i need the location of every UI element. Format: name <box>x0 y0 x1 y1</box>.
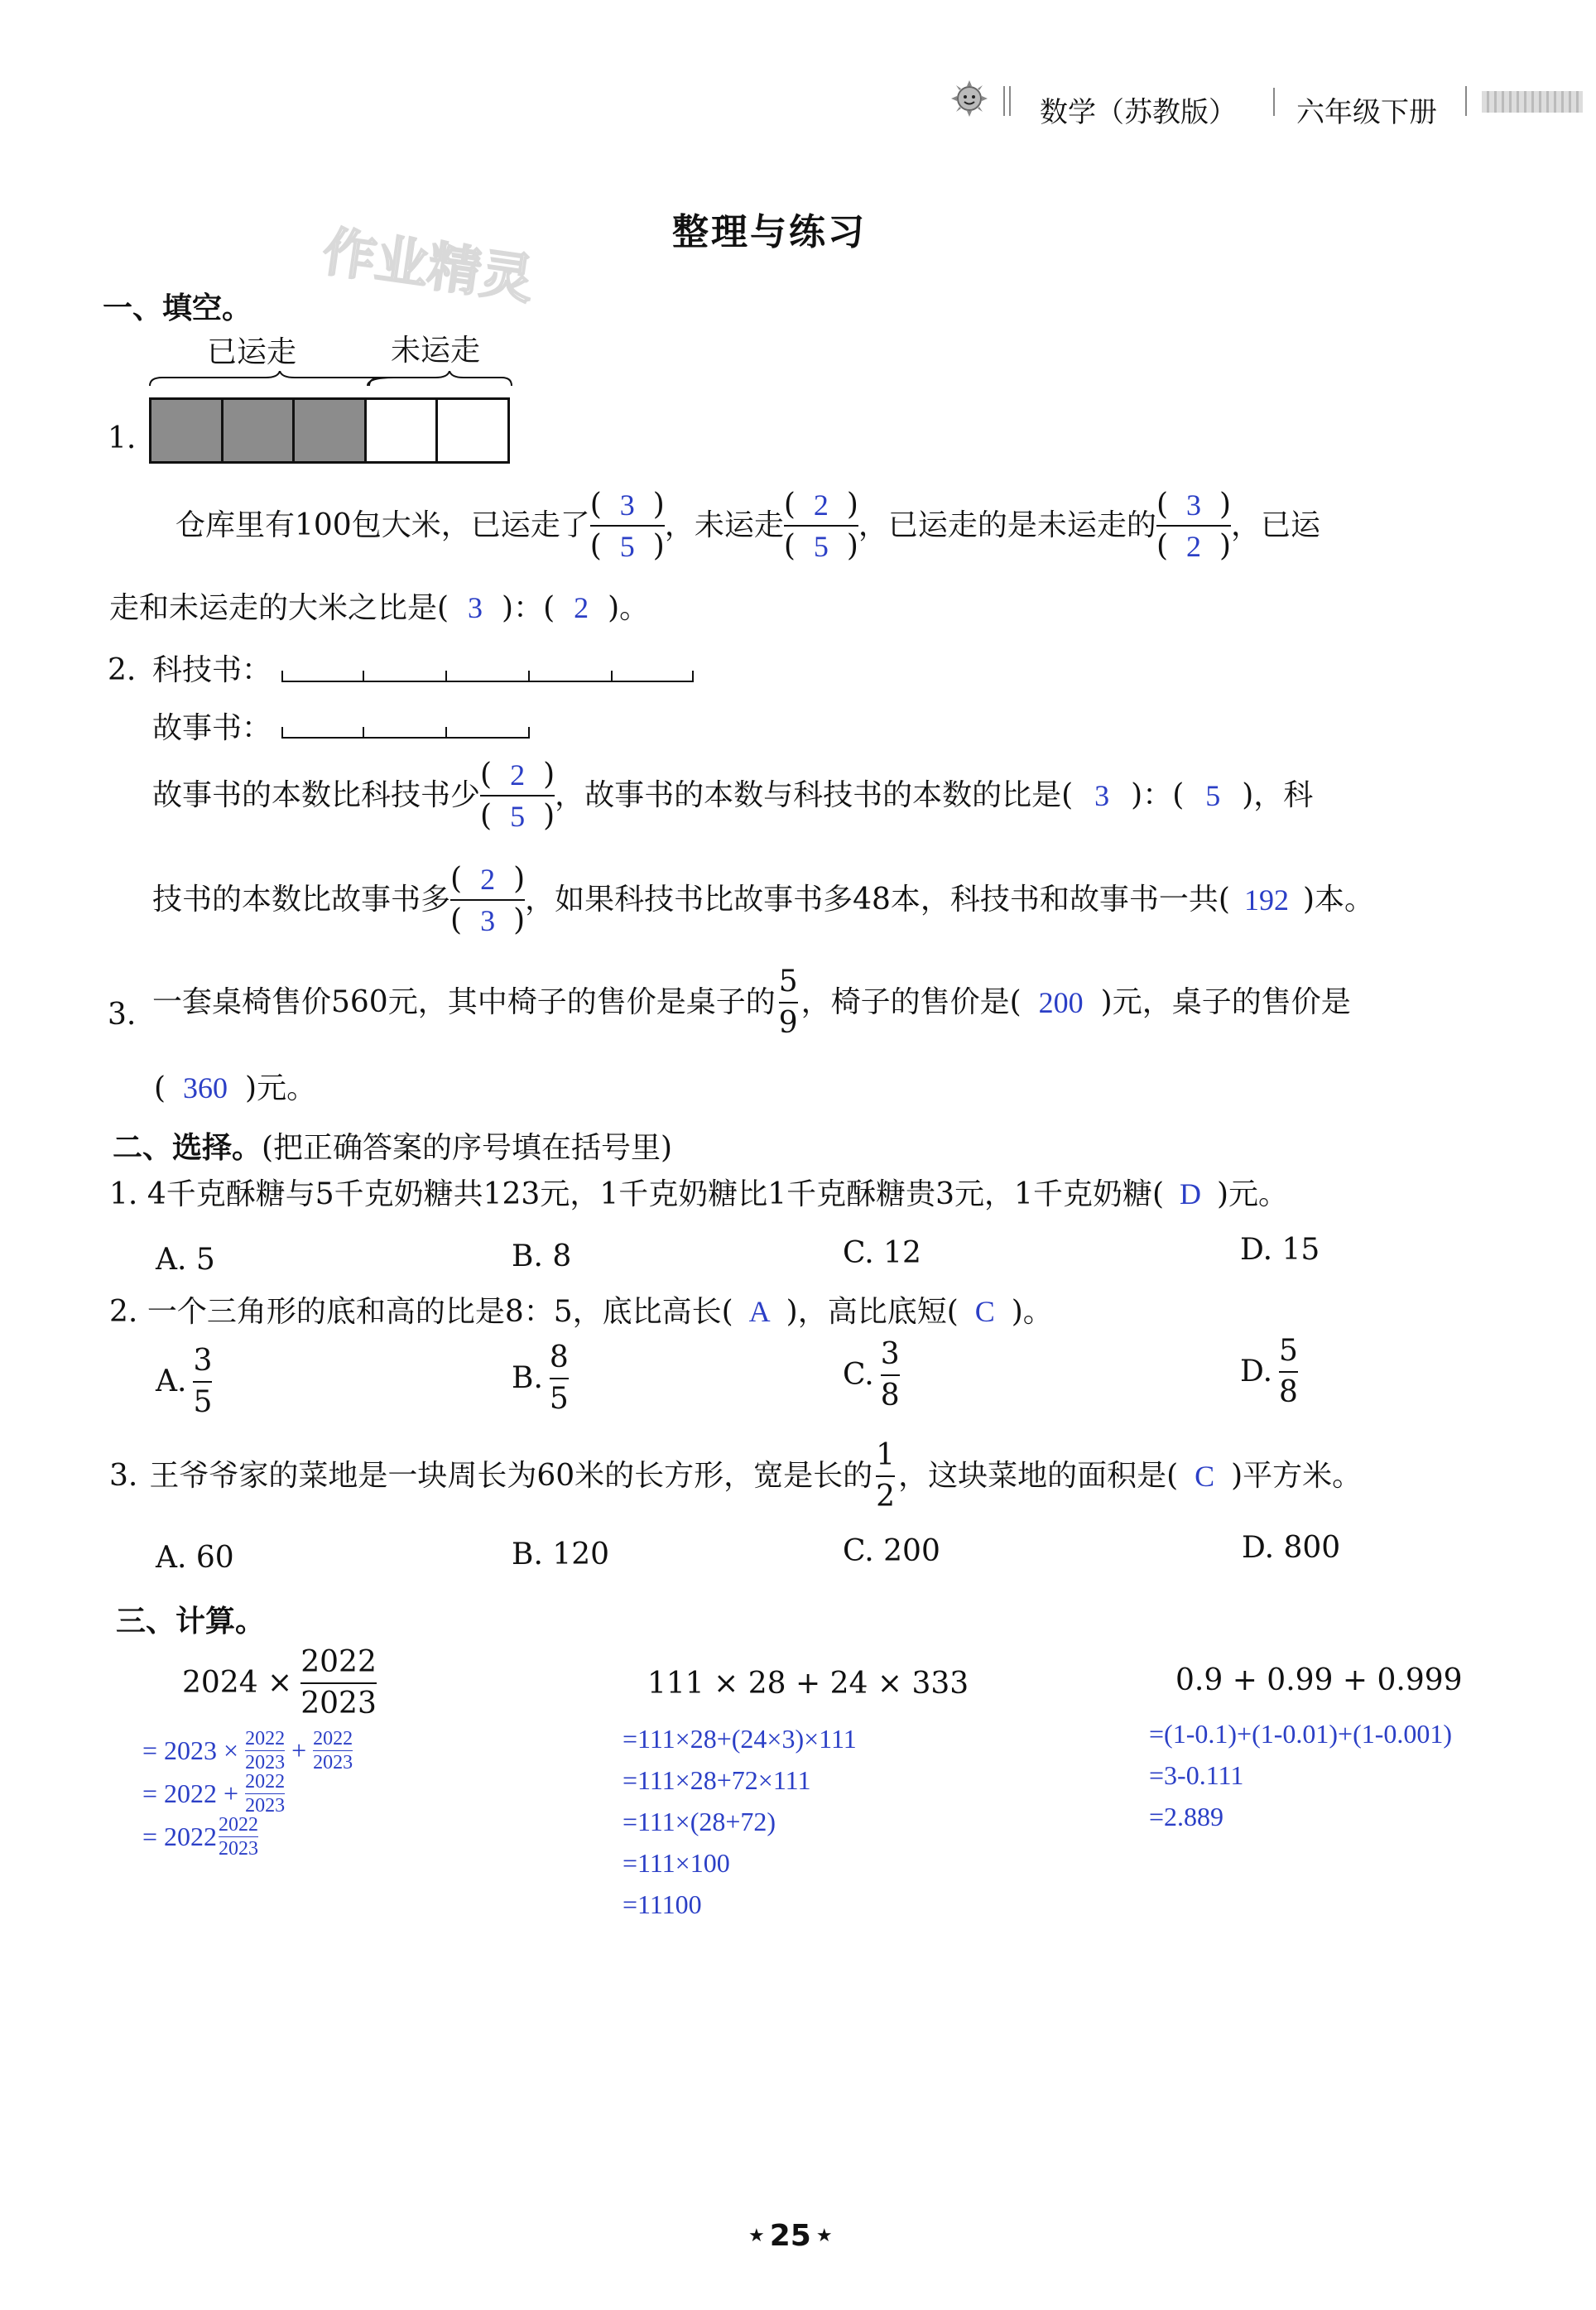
option-den: 5 <box>193 1385 213 1419</box>
q2-answer-fraction-1: ( 2 ) ( 5 ) <box>480 758 555 833</box>
calc1-step2-lead: = 2022 + <box>142 1778 239 1808</box>
s2-q1-option-a: A. 5 <box>156 1243 215 1277</box>
calc3-step: =3-0.111 <box>1149 1760 1244 1790</box>
header-ornament <box>1482 91 1583 113</box>
q2-tape-story <box>281 724 530 739</box>
q3-text-a: 一套桌椅售价560元，其中椅子的售价是桌子的 <box>152 985 776 1019</box>
calc1-step1-num2: 2022 <box>313 1728 353 1749</box>
s2-q1-option-b: B. 8 <box>512 1239 572 1273</box>
header-logo <box>950 79 988 118</box>
page-number-value: 25 <box>769 2219 811 2253</box>
s2-q1-ans: D <box>1180 1177 1201 1210</box>
q3-line2 <box>154 1073 316 1104</box>
calc1-frac-num: 2022 <box>300 1645 377 1679</box>
q2-ans1-den: 5 <box>510 800 526 833</box>
bar-segment-not-carried <box>438 400 507 461</box>
q1-ans2-num: 2 <box>813 488 829 522</box>
q1-ans3-num: 3 <box>1185 488 1201 522</box>
s2-q2-option-c <box>843 1337 900 1412</box>
s2-q3-ans: C <box>1195 1460 1215 1493</box>
section3-heading: 三、计算。 <box>116 1605 266 1639</box>
option-den: 8 <box>1279 1375 1298 1409</box>
q1-number: 1. <box>108 421 137 455</box>
option-letter: C. <box>843 1358 874 1392</box>
page-title: 整理与练习 <box>672 211 867 253</box>
option-den: 5 <box>549 1382 569 1416</box>
q3-number: 3. <box>108 998 137 1032</box>
header-divider-left2 <box>1009 86 1011 116</box>
s2-q1-number: 1. <box>109 1177 138 1211</box>
calc2-step: =11100 <box>623 1889 702 1919</box>
s2-q1-option-c: C. 12 <box>843 1236 921 1270</box>
s2-q3-line <box>109 1438 1363 1514</box>
bar-segment-carried <box>151 400 224 461</box>
q2-tape-sci <box>281 667 694 682</box>
q1-ans1-num: 3 <box>619 488 635 522</box>
calc1-step1-num1: 2022 <box>245 1728 286 1749</box>
calc1-expression <box>182 1645 377 1720</box>
q1-ans5: 2 <box>574 591 589 624</box>
s2-q3-text-b: ，这块菜地的面积是( <box>898 1459 1179 1493</box>
calc1-step1-den1: 2023 <box>245 1752 286 1773</box>
header-divider-mid <box>1273 88 1275 116</box>
q2-number: 2. <box>108 653 137 687</box>
q2-label-sci: 科技书： <box>152 653 272 687</box>
bar-segment-carried <box>295 400 367 461</box>
q3-ans2: 360 <box>183 1071 228 1104</box>
q1-label-not-carried: 未运走 <box>391 334 481 368</box>
q3-text-b: ，椅子的售价是( <box>800 985 1022 1019</box>
q1-text-e: 走和未运走的大米之比是( <box>109 591 449 625</box>
s2-q2-ans2: C <box>974 1295 995 1328</box>
s2-q3-text-a: 王爷爷家的菜地是一块周长为60米的长方形，宽是长的 <box>149 1459 873 1493</box>
q2-answer-fraction-2: ( 2 ) ( 3 ) <box>450 862 526 937</box>
q1-text-d: ，已运 <box>1231 508 1321 542</box>
bar-segment-not-carried <box>367 400 439 461</box>
option-num: 3 <box>880 1337 900 1371</box>
q1-text-a: 仓库里有100包大米，已运走了 <box>175 508 590 542</box>
option-letter: A. <box>156 1364 187 1398</box>
q2-ans4-num: 2 <box>480 863 496 896</box>
q3-frac-den: 9 <box>778 1006 798 1040</box>
option-letter: B. <box>512 1361 543 1395</box>
q3-text-e: )元。 <box>245 1071 317 1105</box>
q1-ans4: 3 <box>468 591 483 624</box>
s2-q3-option-d: D. 800 <box>1242 1531 1341 1565</box>
q2-ans2: 3 <box>1094 779 1110 812</box>
q1-line2 <box>109 593 649 623</box>
s2-q1-line <box>109 1179 1288 1210</box>
q2-line2 <box>152 864 1374 936</box>
option-num: 8 <box>549 1340 569 1374</box>
q2-ans1-num: 2 <box>510 758 526 792</box>
calc1-step1 <box>142 1729 353 1773</box>
q2-text-d: )，科 <box>1242 778 1314 812</box>
calc2-step: =111×28+72×111 <box>623 1765 811 1795</box>
header-grade: 六年级下册 <box>1296 96 1437 129</box>
s2-q2-text-c: )。 <box>1011 1295 1053 1329</box>
s2-q3-option-b: B. 120 <box>512 1538 610 1571</box>
q3-frac-num: 5 <box>778 965 798 999</box>
bar-segment-carried <box>224 400 296 461</box>
star-icon: ★ <box>815 2226 833 2246</box>
q2-text-f: ，如果科技书比故事书多48本，科技书和故事书一共( <box>525 883 1230 917</box>
s2-q2-text-a: 一个三角形的底和高的比是8：5，底比高长( <box>147 1295 733 1329</box>
calc1-step1-lead: = 2023 × <box>142 1735 239 1765</box>
q1-text-b: ，未运走 <box>664 508 784 542</box>
s2-q3-option-c: C. 200 <box>843 1534 940 1568</box>
q1-line1 <box>175 490 1320 561</box>
calc2-step: =111×100 <box>623 1848 730 1878</box>
q1-text-f: )：( <box>502 591 555 625</box>
calc3-step: =2.889 <box>1149 1802 1224 1831</box>
q2-text-b: ，故事书的本数与科技书的本数的比是( <box>555 778 1074 812</box>
calc1-step2-num: 2022 <box>245 1771 286 1793</box>
q3-text-c: )元，桌子的售价是 <box>1100 985 1351 1019</box>
calc2-step: =111×(28+72) <box>623 1807 776 1836</box>
s2-q3-number: 3. <box>109 1459 138 1493</box>
s2-q3-fraction <box>876 1438 896 1514</box>
calc1-step1-plus: + <box>291 1735 307 1765</box>
watermark: 作业精灵 <box>319 221 538 312</box>
option-letter: D. <box>1240 1355 1273 1388</box>
calc1-step3 <box>142 1815 258 1859</box>
s2-q1-text-b: )元。 <box>1217 1177 1289 1211</box>
section1-heading: 一、填空。 <box>103 291 252 325</box>
q3-line1 <box>152 967 1351 1038</box>
sun-face-icon <box>950 79 988 118</box>
q2-ans4-den: 3 <box>480 904 496 937</box>
q1-text-g: )。 <box>608 591 650 625</box>
s2-q2-text-b: )，高比底短( <box>786 1295 959 1329</box>
q2-text-g: )本。 <box>1302 883 1375 917</box>
calc1-lead: 2024 × <box>182 1666 293 1700</box>
q3-fraction <box>779 967 798 1038</box>
s2-q2-option-a <box>156 1346 212 1417</box>
q1-ans2-den: 5 <box>813 530 829 563</box>
calc1-step2 <box>142 1772 285 1816</box>
option-num: 5 <box>1279 1334 1298 1368</box>
header-subject: 数学（苏教版） <box>1040 96 1237 129</box>
q2-text-c: )：( <box>1131 778 1185 812</box>
header-divider-left <box>1003 86 1005 116</box>
s2-q2-ans1: A <box>748 1295 771 1328</box>
s2-q2-option-b <box>512 1340 569 1416</box>
q1-answer-fraction-3: ( 3 ) ( 2 ) <box>1156 488 1232 563</box>
q1-ans3-den: 2 <box>1185 530 1201 563</box>
q1-label-carried: 已运走 <box>207 335 297 369</box>
s2-q3-text-c: )平方米。 <box>1231 1459 1363 1493</box>
q3-text-d: ( <box>154 1071 166 1105</box>
q1-rice-bar <box>149 397 510 464</box>
q2-line1 <box>152 760 1313 831</box>
s2-q2-number: 2. <box>109 1295 138 1329</box>
calc3-step: =(1-0.1)+(1-0.01)+(1-0.001) <box>1149 1719 1453 1749</box>
q2-ans5: 192 <box>1243 883 1289 917</box>
option-num: 3 <box>193 1344 213 1378</box>
s2-q2-option-d <box>1240 1336 1298 1408</box>
q2-text-e: 技书的本数比故事书多 <box>152 883 451 917</box>
calc1-frac-den: 2023 <box>300 1687 377 1720</box>
section2-heading-row <box>113 1124 672 1167</box>
section2-heading-note: (把正确答案的序号填在括号里) <box>262 1131 673 1165</box>
section2-heading: 二、选择。 <box>113 1131 262 1165</box>
calc1-step3-den: 2023 <box>219 1838 259 1860</box>
s2-q3-frac-num: 1 <box>876 1438 896 1472</box>
q1-answer-fraction-2: ( 2 ) ( 5 ) <box>783 488 858 563</box>
calc1-step3-lead: = 2022 <box>142 1822 218 1851</box>
q2-label-story: 故事书： <box>152 711 272 745</box>
calc2-step: =111×28+(24×3)×111 <box>623 1724 857 1754</box>
q2-text-a: 故事书的本数比科技书少 <box>152 778 481 812</box>
q2-ans3: 5 <box>1205 779 1221 812</box>
s2-q1-option-d: D. 15 <box>1240 1233 1320 1267</box>
q1-text-c: ，已运走的是未运走的 <box>858 508 1156 542</box>
s2-q1-text-a: 4千克酥糖与5千克奶糖共123元，1千克奶糖比1千克酥糖贵3元，1千克奶糖( <box>147 1177 1164 1211</box>
s2-q3-option-a: A. 60 <box>156 1541 234 1575</box>
option-den: 8 <box>880 1379 900 1412</box>
q1-ans1-den: 5 <box>619 530 635 563</box>
s2-q3-frac-den: 2 <box>876 1480 896 1514</box>
header-divider-right <box>1465 86 1467 116</box>
page-number <box>748 2219 833 2253</box>
q3-ans1: 200 <box>1038 986 1084 1019</box>
calc2-expression: 111 × 28 + 24 × 333 <box>647 1667 969 1701</box>
q1-brace-diagram <box>146 371 515 387</box>
star-icon: ★ <box>748 2226 765 2246</box>
q1-answer-fraction-1: ( 3 ) ( 5 ) <box>589 488 665 563</box>
calc1-step3-num: 2022 <box>219 1814 259 1836</box>
calc1-step1-den2: 2023 <box>313 1752 353 1773</box>
calc1-step2-den: 2023 <box>245 1795 286 1817</box>
s2-q2-line <box>109 1297 1053 1327</box>
calc3-expression: 0.9 + 0.99 + 0.999 <box>1175 1663 1463 1697</box>
